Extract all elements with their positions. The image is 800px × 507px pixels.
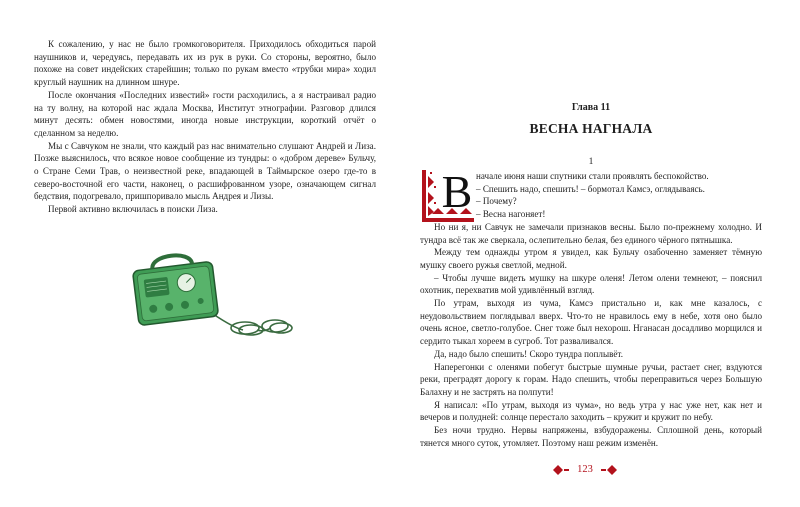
paragraph: Я написал: «По утрам, выходя из чума», но ведь утра у нас уже нет, как нет и вечеров и полудней: солнце перестало заходить – кружит и кружит по небу. (420, 399, 762, 423)
drop-cap: В (441, 166, 473, 217)
drop-line: – Почему? (476, 196, 517, 207)
drop-line: – Весна нагоняет! (476, 209, 546, 220)
page-number: 123 (577, 464, 593, 475)
paragraph: Между тем однажды утром я увидел, как Бульчу озабоченно заменяет тёмную мушку своего ружья светлой, медной. (420, 247, 762, 270)
paragraph: – Чтобы лучше видеть мушку на шкуре оленя! Летом олени темнеют, – пояснил охотник, перехватив мой удивлённый взгляд. (420, 272, 762, 296)
radio-illustration (125, 244, 305, 354)
chapter-label: Глава 11 (571, 102, 611, 113)
paragraph: Наперегонки с оленями побегут быстрые шумные ручьи, растает снег, вздуются реки, преградят дорогу к горам. Надо спешить, чтобы переправиться через Большую Балахну и не застрять на полпути! (420, 361, 762, 397)
paragraph: Без ночи трудно. Нервы напряжены, взбудоражены. Сплошной день, который тянется много суток, утомляет. Поэтому наш режим изменён. (420, 425, 762, 448)
section-number: 1 (588, 157, 594, 167)
paragraph: Да, надо было спешить! Скоро тундра поплывёт. (434, 348, 623, 359)
paragraph: Мы с Савчуком не знали, что каждый раз нас внимательно слушают Андрей и Лиза. Позже выяснилось, что всякое новое сообщение из тундры: о «добром дереве» Бульчу, о Стране Семи Трав, о неизвестной реке, впадающей в Таймырское озеро где-то в северо-восточной его части, наконец, о расшифрованном узоре, означающем сигнал бедствия, подогревало, пришпоривало мысль Андрея и Лизы. (34, 140, 376, 202)
left-page-text (34, 38, 376, 216)
chapter-title: ВЕСНА НАГНАЛА (529, 121, 653, 136)
right-page-text (420, 166, 762, 449)
ornament-icon (601, 465, 617, 475)
ornament-icon (553, 465, 569, 475)
paragraph: По утрам, выходя из чума, Камсэ пристально и, как мне казалось, с неудовольствием поглядывал вверх. Что-то не нравилось ему в небе, хотя оно было очень ясное, светло-голубое. Снег тоже был нехорош. Нганасан досадливо морщился и сердито тыкал хореем в сугроб. Тот разваливался. (420, 298, 762, 347)
paragraph: Но ни я, ни Савчук не замечали признаков весны. Было по-прежнему холодно. И тундра всё так же сверкала, ослепительно белая, без единого чёрного пятнышка. (420, 221, 762, 245)
page-number-block (553, 463, 617, 477)
paragraph: Первой активно включилась в поиски Лиза. (48, 204, 218, 215)
paragraph: После окончания «Последних известий» гости расходились, а я настраивал радио на ту волну, на которой нас ждала Москва, Институт этнографии. Разговор длился минут десять: обмен новостями, иногда новые инструкции, короткий отчёт о сделанном за неделю. (34, 89, 376, 138)
paragraph: К сожалению, у нас не было громкоговорителя. Приходилось обходиться парой наушников и, чередуясь, передавать их из рук в руки. Со стороны, вероятно, было похоже на совет индейских старейшин; только по рукам вместо «трубки мира» ходил круглый наушник на длинном шнуре. (34, 39, 376, 88)
drop-line: начале июня наши спутники стали проявлять беспокойство. (476, 171, 709, 181)
drop-line: – Спешить надо, спешить! – бормотал Камсэ, оглядываясь. (476, 183, 705, 194)
